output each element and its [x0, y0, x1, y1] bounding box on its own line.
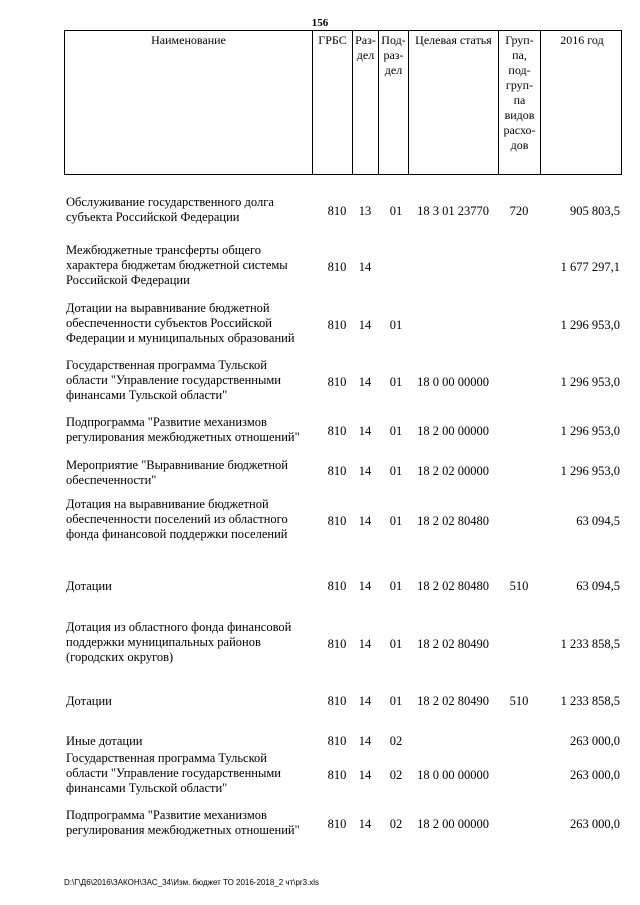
row-name: Государственная программа Тульской области "Управление государственными финансами Тульской области"	[66, 358, 281, 402]
row-celevaya-statya: 18 0 00 00000	[417, 768, 489, 782]
row-grbs: 810	[327, 637, 347, 651]
row-vid-rashodov: 510	[509, 579, 529, 593]
row-celevaya-statya: 18 3 01 23770	[417, 204, 489, 218]
row-vid-rashodov: 510	[509, 694, 529, 708]
row-podrazdel: 01	[389, 424, 403, 438]
row-podrazdel: 01	[389, 464, 403, 478]
row-name: Подпрограмма "Развитие механизмов регулирования межбюджетных отношений"	[66, 415, 300, 444]
row-sum: 1 296 953,0	[560, 318, 620, 332]
row-name: Подпрограмма "Развитие механизмов регулирования межбюджетных отношений"	[66, 808, 300, 837]
row-sum: 263 000,0	[570, 734, 620, 748]
row-name: Государственная программа Тульской области "Управление государственными финансами Тульской области"	[66, 751, 281, 795]
row-celevaya-statya: 18 2 00 00000	[417, 424, 489, 438]
row-sum: 263 000,0	[570, 817, 620, 831]
table-header	[64, 30, 622, 175]
row-sum: 63 094,5	[576, 579, 620, 593]
row-sum: 1 296 953,0	[560, 375, 620, 389]
row-grbs: 810	[327, 260, 347, 274]
row-name: Обслуживание государственного долга субъекта Российской Федерации	[66, 195, 274, 224]
row-sum: 1 677 297,1	[560, 260, 620, 274]
row-razdel: 14	[358, 514, 372, 528]
row-name: Иные дотации	[66, 734, 143, 748]
row-podrazdel: 01	[389, 514, 403, 528]
row-razdel: 13	[358, 204, 372, 218]
row-celevaya-statya: 18 2 02 80480	[417, 514, 489, 528]
row-celevaya-statya: 18 2 02 80490	[417, 694, 489, 708]
header-razdel: Раз- дел	[353, 31, 379, 174]
row-grbs: 810	[327, 579, 347, 593]
row-celevaya-statya: 18 2 00 00000	[417, 817, 489, 831]
row-podrazdel: 02	[389, 734, 403, 748]
row-name: Дотации на выравнивание бюджетной обеспеченности субъектов Российской Федерации и муниципальных образований	[66, 301, 295, 345]
row-grbs: 810	[327, 768, 347, 782]
row-name: Дотация на выравнивание бюджетной обеспеченности поселений из областного фонда финансовой поддержки поселений	[66, 497, 288, 541]
row-razdel: 14	[358, 260, 372, 274]
row-podrazdel: 02	[389, 817, 403, 831]
row-grbs: 810	[327, 375, 347, 389]
row-sum: 1 233 858,5	[560, 694, 620, 708]
row-podrazdel: 01	[389, 694, 403, 708]
row-grbs: 810	[327, 464, 347, 478]
row-razdel: 14	[358, 375, 372, 389]
row-razdel: 14	[358, 637, 372, 651]
row-podrazdel: 01	[389, 204, 403, 218]
row-razdel: 14	[358, 694, 372, 708]
row-celevaya-statya: 18 2 02 00000	[417, 464, 489, 478]
row-razdel: 14	[358, 424, 372, 438]
row-name: Дотация из областного фонда финансовой поддержки муниципальных районов (городских округов)	[66, 620, 292, 664]
header-grbs: ГРБС	[313, 31, 353, 174]
row-podrazdel: 01	[389, 579, 403, 593]
row-razdel: 14	[358, 817, 372, 831]
row-podrazdel: 01	[389, 318, 403, 332]
row-vid-rashodov: 720	[509, 204, 529, 218]
row-razdel: 14	[358, 318, 372, 332]
row-name: Межбюджетные трансферты общего характера бюджетам бюджетной системы Российской Федерации	[66, 243, 288, 287]
row-celevaya-statya: 18 2 02 80480	[417, 579, 489, 593]
row-podrazdel: 01	[389, 375, 403, 389]
header-year: 2016 год	[560, 33, 604, 47]
row-sum: 263 000,0	[570, 768, 620, 782]
row-sum: 1 233 858,5	[560, 637, 620, 651]
row-name: Мероприятие "Выравнивание бюджетной обеспеченности"	[66, 458, 288, 487]
row-razdel: 14	[358, 464, 372, 478]
row-sum: 1 296 953,0	[560, 424, 620, 438]
row-podrazdel: 02	[389, 768, 403, 782]
header-name: Наименование	[65, 31, 313, 174]
header-podrazdel: Под- раз- дел	[379, 31, 409, 174]
row-celevaya-statya: 18 2 02 80490	[417, 637, 489, 651]
row-grbs: 810	[327, 204, 347, 218]
row-podrazdel: 01	[389, 637, 403, 651]
row-name: Дотации	[66, 694, 112, 708]
file-path-footer: D:\Г\Д6\2016\ЗАКОН\ЗАС_34\Изм. бюджет ТО 2016-2018_2 чт\pr3.xls	[64, 878, 320, 887]
row-name: Дотации	[66, 579, 112, 593]
row-grbs: 810	[327, 318, 347, 332]
row-razdel: 14	[358, 579, 372, 593]
row-celevaya-statya: 18 0 00 00000	[417, 375, 489, 389]
row-grbs: 810	[327, 514, 347, 528]
header-gruppa: Груп- па, под- груп- па видов расхо- дов	[499, 31, 541, 174]
row-sum: 1 296 953,0	[560, 464, 620, 478]
row-sum: 63 094,5	[576, 514, 620, 528]
row-razdel: 14	[358, 734, 372, 748]
row-grbs: 810	[327, 694, 347, 708]
header-celevaya-statya: Целевая статья	[409, 31, 499, 174]
row-grbs: 810	[327, 424, 347, 438]
row-sum: 905 803,5	[570, 204, 620, 218]
row-razdel: 14	[358, 768, 372, 782]
row-grbs: 810	[327, 817, 347, 831]
page-number: 156	[311, 17, 329, 29]
row-grbs: 810	[327, 734, 347, 748]
